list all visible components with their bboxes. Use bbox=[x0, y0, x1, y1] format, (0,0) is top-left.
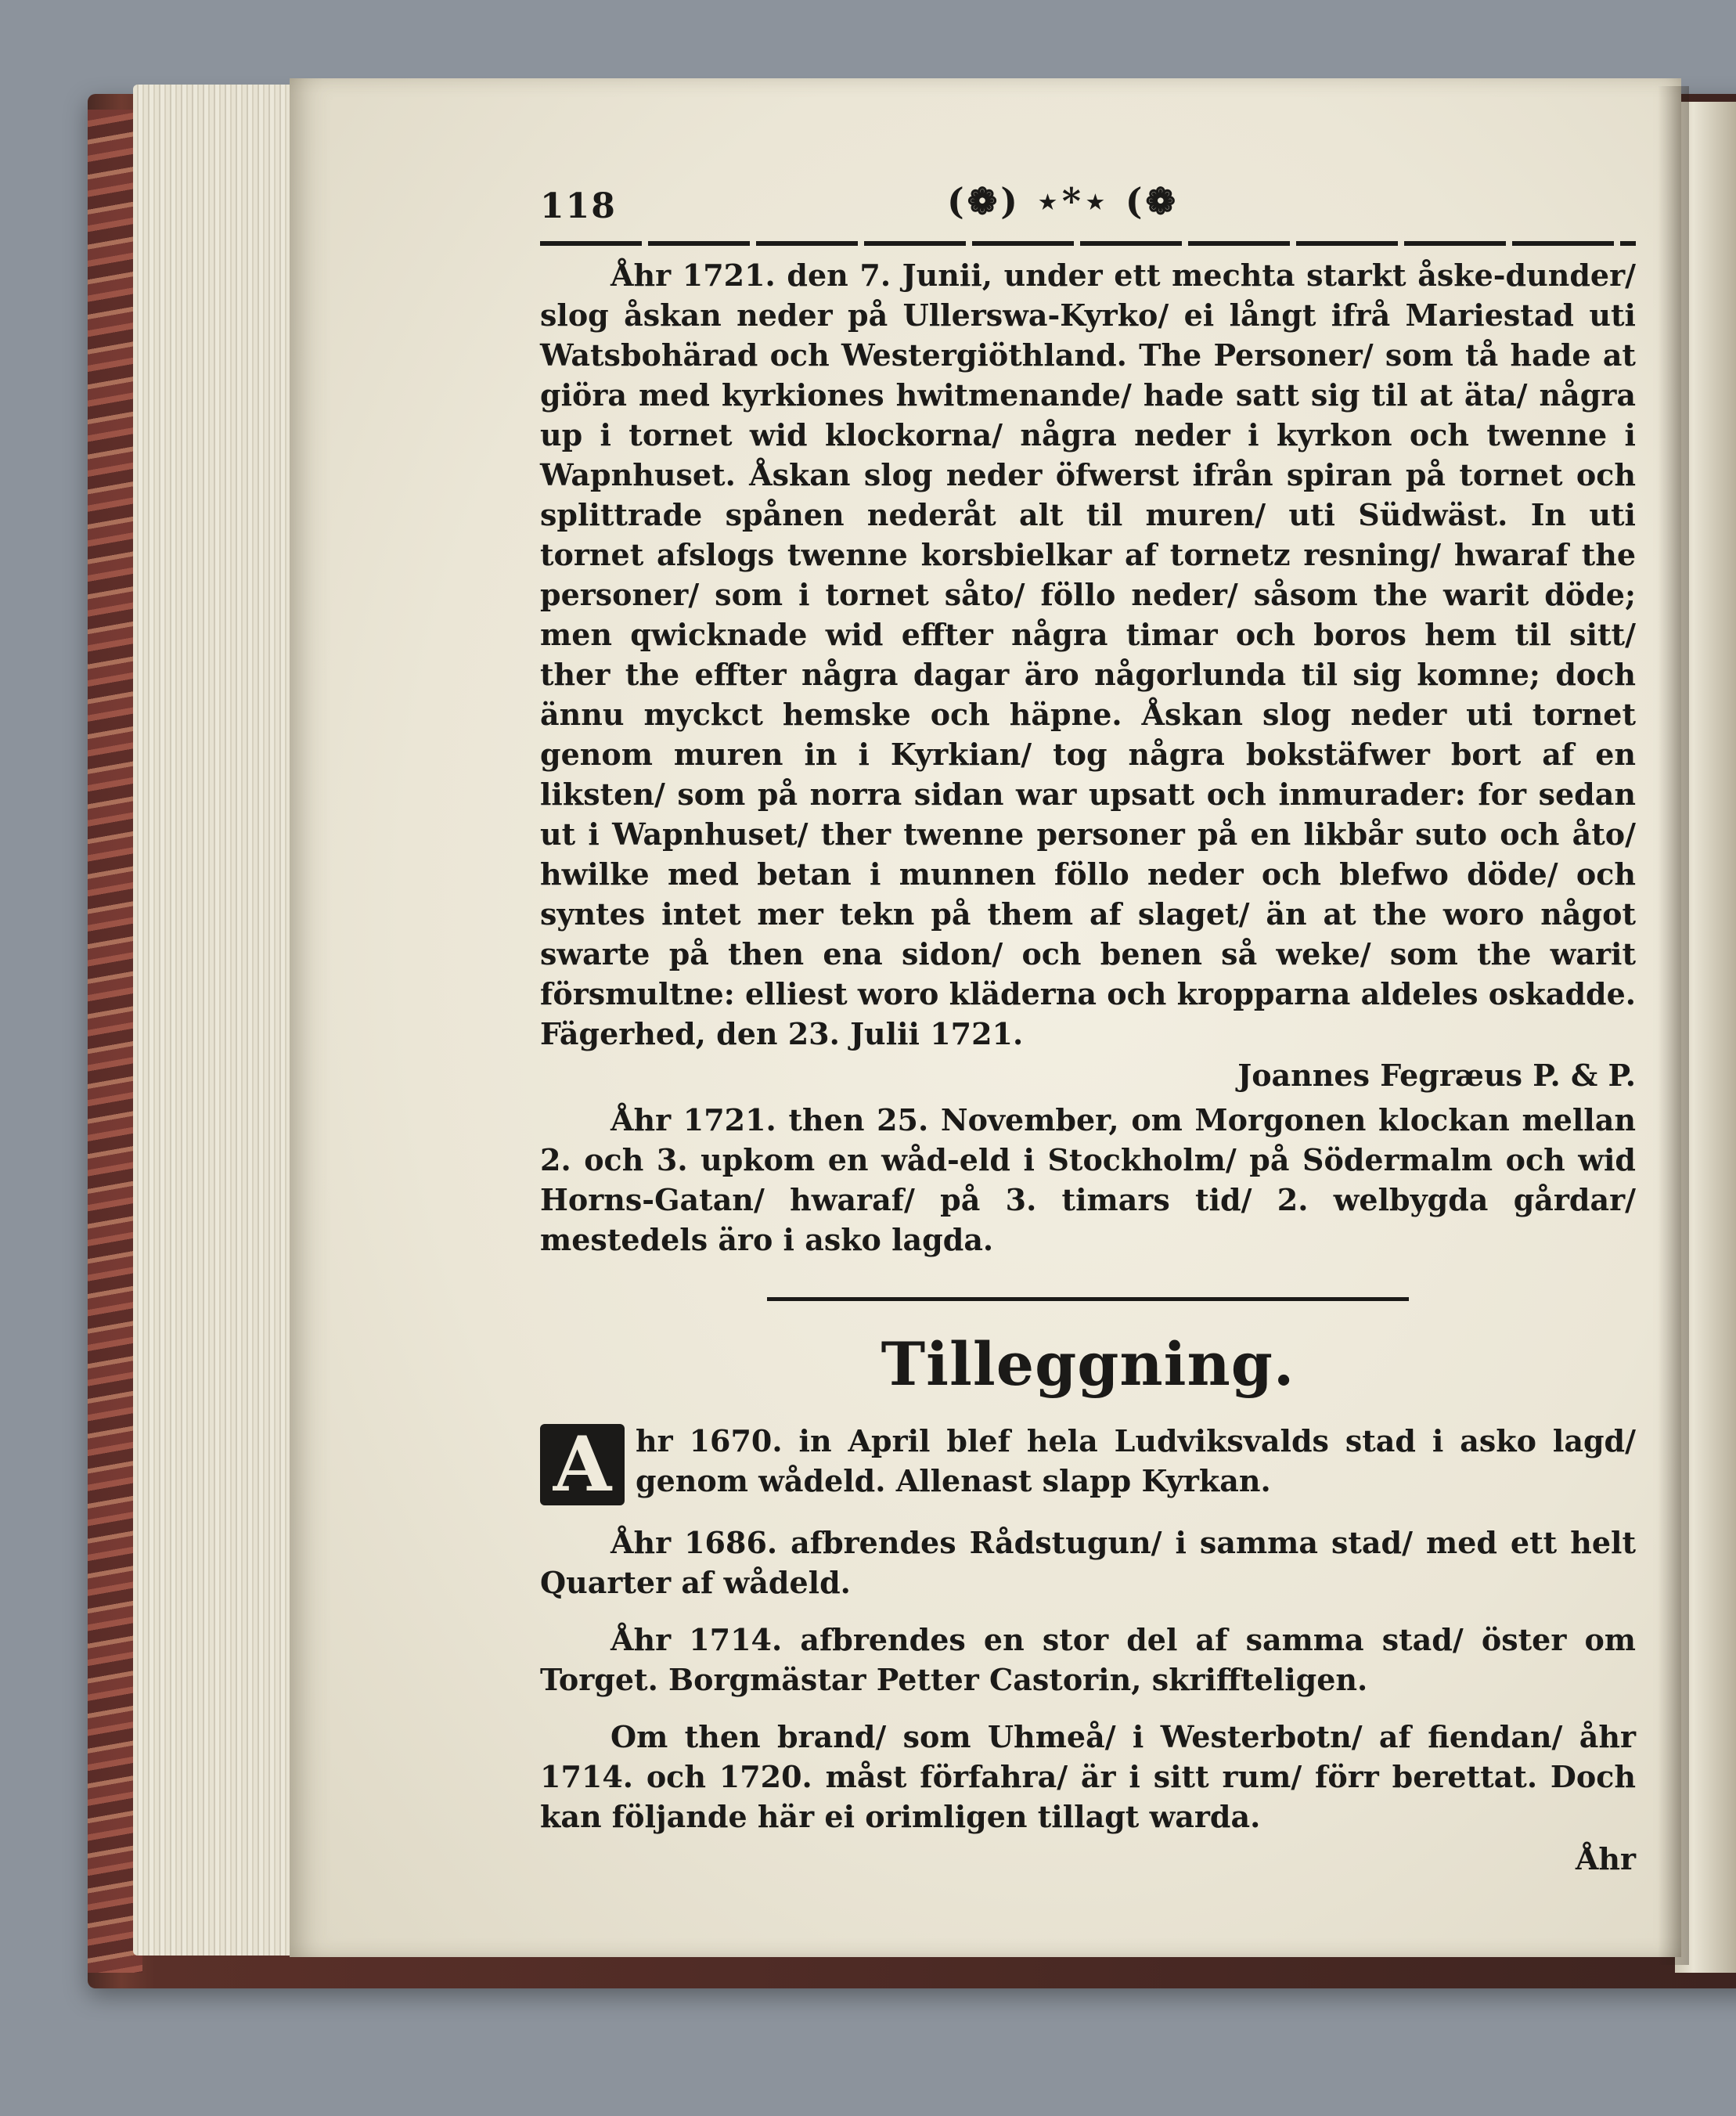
catchword: Åhr bbox=[1575, 1841, 1636, 1876]
entry-1721-june: Åhr 1721. den 7. Junii, under ett mechta starkt åske-dunder/ slog åskan neder på Ullerswa-Kyrko/ ei långt ifrå Mariestad uti Watsbohärad och Westergiöthland. The Personer/ som tå hade at giöra med kyrkiones hwitmenande/ hade satt sig til at äta/ några up i tornet wid klockorna/ några neder i kyrkon och twenne i Wapnhuset. Åskan slog neder öfwerst ifrån spiran på tornet och splittrade spånen nederåt alt til muren/ uti Südwäst. In uti tornet afslogs twenne korsbielkar af tornetz resning/ hwaraf the personer/ som i tornet såto/ föllo neder/ såsom the warit döde; men qwicknade wid effter några timar och boros hem til sitt/ ther the effter några dagar äro någorlunda til sig komne; doch ännu myckct hemske och häpne. Åskan slog neder uti tornet genom muren in i Kyrkian/ tog några bokstäfwer bort af en liksten/ som på norra sidan war upsatt och inmurader: for sedan ut i Wapnhuset/ ther twenne personer på en likbår suto och åto/ hwilke med betan i munnen föllo neder och blefwo döde/ och syntes intet mer tekn på them af slaget/ än at the woro något swarte på then ena sidon/ och benen så weke/ som the warit försmultne: elliest woro kläderna och kropparna aldeles oskadde. Fägerhed, den 23. Julii 1721. bbox=[540, 258, 1636, 1051]
header-ornament: (❁) ⋆*⋆ (❁ bbox=[947, 180, 1180, 222]
page-number: 118 bbox=[540, 186, 617, 226]
entry-1670: hr 1670. in April blef hela Ludviksvalds stad i asko lagd/ genom wådeld. Allenast slapp Kyrkan. bbox=[636, 1423, 1636, 1498]
decorated-initial: A bbox=[540, 1424, 625, 1505]
section-title: Tilleggning. bbox=[881, 1329, 1295, 1399]
page-header bbox=[540, 180, 1636, 235]
signature: Joannes Fegræus P. & P. bbox=[1237, 1058, 1636, 1093]
entry-1686: Åhr 1686. afbrendes Rådstugun/ i samma stad/ med ett helt Quarter af wådeld. bbox=[540, 1525, 1636, 1600]
header-rule bbox=[540, 241, 1636, 246]
entry-1714: Åhr 1714. afbrendes en stor del af samma stad/ öster om Torget. Borgmästar Petter Castorin, skriffteligen. bbox=[540, 1622, 1636, 1697]
entry-umea: Om then brand/ som Uhmeå/ i Westerbotn/ af fiendan/ åhr 1714. och 1720. måst förfahra/ är i sitt rum/ förr berettat. Doch kan följande här ei orimligen tillagt warda. bbox=[540, 1719, 1636, 1834]
section-separator bbox=[767, 1297, 1409, 1301]
page-stack bbox=[133, 85, 305, 1956]
binding-shadow bbox=[1658, 86, 1689, 1965]
entry-1721-november: Åhr 1721. then 25. November, om Morgonen klockan mellan 2. och 3. upkom en wåd-eld i Stockholm/ på Södermalm och wid Horns-Gatan/ hwaraf/ på 3. timars tid/ 2. welbygda gårdar/ mestedels äro i asko lagda. bbox=[540, 1102, 1636, 1257]
initial-paragraph bbox=[540, 1420, 1636, 1509]
page-text bbox=[540, 180, 1636, 1876]
